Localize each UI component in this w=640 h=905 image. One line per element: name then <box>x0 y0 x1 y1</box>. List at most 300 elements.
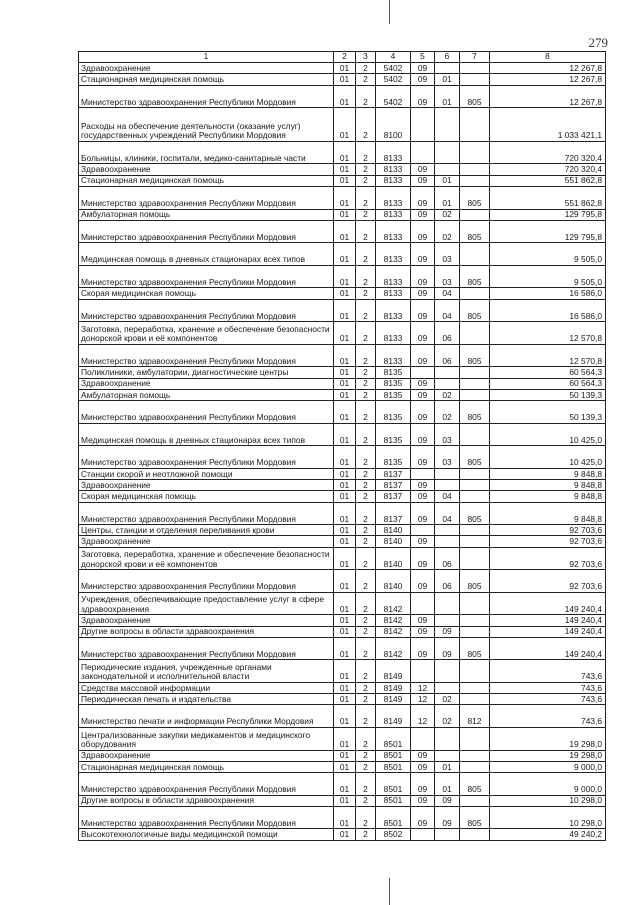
row-code-cell <box>460 175 490 186</box>
row-name-cell: Здравоохранение <box>79 63 334 74</box>
row-code-cell <box>460 423 490 446</box>
row-name-cell: Министерство печати и информации Республики Мордовия <box>79 705 334 728</box>
row-amount-cell: 49 240,2 <box>490 829 606 840</box>
row-code-cell <box>460 829 490 840</box>
row-code-cell: 2 <box>356 615 376 626</box>
row-code-cell: 01 <box>334 243 356 266</box>
row-amount-cell: 743,6 <box>490 682 606 693</box>
table-row <box>79 806 606 829</box>
row-amount-cell: 19 298,0 <box>490 727 606 750</box>
row-code-cell <box>435 682 460 693</box>
row-code-cell: 01 <box>334 806 356 829</box>
row-code-cell: 8501 <box>376 795 411 806</box>
row-code-cell: 09 <box>411 299 435 322</box>
row-name-cell: Министерство здравоохранения Республики Мордовия <box>79 220 334 243</box>
table-row <box>79 536 606 547</box>
row-code-cell: 01 <box>334 209 356 220</box>
row-code-cell <box>460 480 490 491</box>
table-row <box>79 773 606 796</box>
row-code-cell: 2 <box>356 491 376 502</box>
row-amount-cell: 551 862,8 <box>490 186 606 209</box>
row-amount-cell: 149 240,4 <box>490 615 606 626</box>
row-code-cell: 02 <box>435 209 460 220</box>
row-code-cell: 04 <box>435 288 460 299</box>
row-code-cell <box>460 322 490 345</box>
row-name-cell: Медицинская помощь в дневных стационарах всех типов <box>79 423 334 446</box>
row-code-cell <box>460 626 490 637</box>
row-code-cell: 09 <box>411 615 435 626</box>
row-code-cell: 01 <box>334 389 356 400</box>
row-amount-cell: 12 267,8 <box>490 85 606 108</box>
row-code-cell: 01 <box>334 480 356 491</box>
row-code-cell: 01 <box>435 85 460 108</box>
row-code-cell: 5402 <box>376 74 411 85</box>
row-code-cell <box>435 536 460 547</box>
row-code-cell: 2 <box>356 761 376 772</box>
table-row <box>79 243 606 266</box>
row-code-cell <box>460 660 490 683</box>
row-code-cell: 09 <box>435 626 460 637</box>
table-row <box>79 220 606 243</box>
row-amount-cell: 9 000,0 <box>490 761 606 772</box>
row-code-cell: 2 <box>356 85 376 108</box>
row-code-cell: 09 <box>411 547 435 570</box>
row-amount-cell: 10 298,0 <box>490 795 606 806</box>
row-code-cell: 09 <box>411 401 435 424</box>
row-code-cell <box>435 727 460 750</box>
row-code-cell <box>435 480 460 491</box>
scan-mark-bottom <box>389 878 390 905</box>
row-code-cell: 01 <box>334 220 356 243</box>
row-code-cell: 04 <box>435 491 460 502</box>
row-code-cell: 8133 <box>376 220 411 243</box>
table-row <box>79 480 606 491</box>
row-code-cell: 09 <box>411 220 435 243</box>
row-code-cell: 805 <box>460 299 490 322</box>
row-name-cell: Министерство здравоохранения Республики Мордовия <box>79 344 334 367</box>
table-row <box>79 175 606 186</box>
row-code-cell: 06 <box>435 344 460 367</box>
row-name-cell: Другие вопросы в области здравоохранения <box>79 795 334 806</box>
row-amount-cell: 50 139,3 <box>490 389 606 400</box>
row-amount-cell: 743,6 <box>490 705 606 728</box>
row-name-cell: Централизованные закупки медикаментов и медицинского оборудования <box>79 727 334 750</box>
row-name-cell: Амбулаторная помощь <box>79 389 334 400</box>
row-code-cell: 09 <box>411 74 435 85</box>
page-number: 279 <box>588 35 608 50</box>
row-name-cell: Больницы, клиники, госпитали, медико-санитарные части <box>79 141 334 164</box>
row-name-cell: Периодическая печать и издательства <box>79 694 334 705</box>
row-code-cell: 12 <box>411 705 435 728</box>
row-code-cell: 2 <box>356 806 376 829</box>
row-code-cell: 09 <box>411 186 435 209</box>
row-code-cell: 8142 <box>376 592 411 615</box>
column-header: 1 <box>79 52 334 63</box>
row-code-cell: 09 <box>411 502 435 525</box>
row-code-cell <box>460 389 490 400</box>
table-row <box>79 299 606 322</box>
table-row <box>79 626 606 637</box>
row-code-cell: 2 <box>356 322 376 345</box>
row-code-cell: 01 <box>334 829 356 840</box>
row-code-cell: 8137 <box>376 502 411 525</box>
row-code-cell: 09 <box>411 389 435 400</box>
table-row <box>79 141 606 164</box>
row-code-cell: 09 <box>435 795 460 806</box>
column-header: 5 <box>411 52 435 63</box>
row-code-cell: 805 <box>460 265 490 288</box>
table-row <box>79 265 606 288</box>
row-code-cell: 09 <box>411 209 435 220</box>
row-name-cell: Медицинская помощь в дневных стационарах всех типов <box>79 243 334 266</box>
row-code-cell: 12 <box>411 682 435 693</box>
table-row <box>79 750 606 761</box>
row-amount-cell: 10 298,0 <box>490 806 606 829</box>
row-code-cell: 09 <box>435 806 460 829</box>
row-amount-cell: 92 703,6 <box>490 570 606 593</box>
table-row <box>79 186 606 209</box>
row-code-cell <box>460 63 490 74</box>
row-code-cell: 09 <box>411 536 435 547</box>
row-code-cell: 01 <box>334 108 356 142</box>
row-code-cell: 01 <box>334 265 356 288</box>
row-code-cell: 01 <box>435 773 460 796</box>
row-code-cell: 01 <box>334 423 356 446</box>
row-code-cell: 01 <box>334 637 356 660</box>
row-code-cell: 01 <box>334 795 356 806</box>
row-amount-cell: 60 564,3 <box>490 378 606 389</box>
row-name-cell: Здравоохранение <box>79 536 334 547</box>
row-code-cell: 01 <box>334 615 356 626</box>
row-code-cell: 2 <box>356 536 376 547</box>
row-code-cell <box>460 243 490 266</box>
row-code-cell: 01 <box>334 175 356 186</box>
row-code-cell <box>435 63 460 74</box>
row-code-cell: 2 <box>356 186 376 209</box>
row-amount-cell: 9 848,8 <box>490 491 606 502</box>
row-code-cell: 805 <box>460 446 490 469</box>
row-amount-cell: 9 505,0 <box>490 243 606 266</box>
row-amount-cell: 92 703,6 <box>490 536 606 547</box>
row-code-cell: 04 <box>435 502 460 525</box>
row-code-cell <box>411 141 435 164</box>
row-amount-cell: 720 320,4 <box>490 164 606 175</box>
row-code-cell: 01 <box>334 74 356 85</box>
row-code-cell: 2 <box>356 468 376 479</box>
row-code-cell: 02 <box>435 694 460 705</box>
table-row <box>79 761 606 772</box>
row-code-cell: 2 <box>356 829 376 840</box>
row-code-cell <box>435 367 460 378</box>
row-name-cell: Министерство здравоохранения Республики Мордовия <box>79 502 334 525</box>
row-amount-cell: 129 795,8 <box>490 220 606 243</box>
row-code-cell: 09 <box>411 175 435 186</box>
row-code-cell <box>460 209 490 220</box>
row-code-cell: 805 <box>460 570 490 593</box>
row-code-cell: 8137 <box>376 468 411 479</box>
row-code-cell: 2 <box>356 288 376 299</box>
row-code-cell <box>411 108 435 142</box>
table-row <box>79 547 606 570</box>
row-code-cell: 2 <box>356 727 376 750</box>
row-code-cell: 8133 <box>376 175 411 186</box>
row-code-cell: 2 <box>356 378 376 389</box>
row-code-cell: 2 <box>356 220 376 243</box>
row-code-cell: 09 <box>411 773 435 796</box>
row-code-cell: 01 <box>334 141 356 164</box>
table-row <box>79 344 606 367</box>
table-row <box>79 615 606 626</box>
row-code-cell <box>460 795 490 806</box>
table-row <box>79 288 606 299</box>
row-code-cell <box>460 141 490 164</box>
row-name-cell: Центры, станции и отделения переливания крови <box>79 525 334 536</box>
table-row <box>79 401 606 424</box>
table-row <box>79 322 606 345</box>
row-code-cell: 09 <box>411 322 435 345</box>
row-code-cell: 09 <box>411 344 435 367</box>
row-code-cell: 03 <box>435 243 460 266</box>
row-code-cell: 09 <box>411 761 435 772</box>
row-code-cell: 8133 <box>376 288 411 299</box>
row-code-cell: 8501 <box>376 773 411 796</box>
row-name-cell: Поликлиники, амбулатории, диагностические центры <box>79 367 334 378</box>
row-code-cell: 2 <box>356 209 376 220</box>
row-code-cell: 09 <box>411 570 435 593</box>
row-code-cell: 01 <box>435 761 460 772</box>
row-code-cell: 01 <box>334 570 356 593</box>
row-code-cell: 8100 <box>376 108 411 142</box>
row-code-cell: 8133 <box>376 141 411 164</box>
row-code-cell <box>460 367 490 378</box>
row-code-cell: 01 <box>334 344 356 367</box>
row-code-cell: 8502 <box>376 829 411 840</box>
row-code-cell: 01 <box>334 705 356 728</box>
table-row <box>79 446 606 469</box>
column-header: 6 <box>435 52 460 63</box>
table-row <box>79 491 606 502</box>
table-row <box>79 682 606 693</box>
table-row <box>79 637 606 660</box>
row-code-cell: 805 <box>460 502 490 525</box>
row-code-cell: 01 <box>334 491 356 502</box>
row-name-cell: Министерство здравоохранения Республики Мордовия <box>79 85 334 108</box>
row-code-cell: 2 <box>356 570 376 593</box>
row-code-cell: 8501 <box>376 806 411 829</box>
row-code-cell: 2 <box>356 63 376 74</box>
row-amount-cell: 12 267,8 <box>490 63 606 74</box>
table-header-row <box>79 52 606 63</box>
row-code-cell: 2 <box>356 502 376 525</box>
scan-mark-top <box>389 0 390 24</box>
row-code-cell: 2 <box>356 694 376 705</box>
column-header: 4 <box>376 52 411 63</box>
row-code-cell: 805 <box>460 401 490 424</box>
row-code-cell: 09 <box>411 423 435 446</box>
row-code-cell <box>435 164 460 175</box>
row-code-cell: 01 <box>334 401 356 424</box>
row-code-cell: 2 <box>356 423 376 446</box>
row-code-cell: 8133 <box>376 243 411 266</box>
row-code-cell: 8501 <box>376 727 411 750</box>
row-code-cell <box>411 660 435 683</box>
row-code-cell <box>435 525 460 536</box>
row-code-cell: 8135 <box>376 423 411 446</box>
row-code-cell: 2 <box>356 299 376 322</box>
row-code-cell: 01 <box>334 682 356 693</box>
row-code-cell: 01 <box>334 367 356 378</box>
row-name-cell: Министерство здравоохранения Республики Мордовия <box>79 186 334 209</box>
row-code-cell: 01 <box>435 74 460 85</box>
row-code-cell: 01 <box>334 63 356 74</box>
row-code-cell: 09 <box>411 378 435 389</box>
row-code-cell: 09 <box>411 795 435 806</box>
row-code-cell: 8133 <box>376 209 411 220</box>
row-amount-cell: 60 564,3 <box>490 367 606 378</box>
row-code-cell <box>460 727 490 750</box>
table-row <box>79 378 606 389</box>
row-code-cell: 03 <box>435 423 460 446</box>
row-code-cell: 01 <box>334 502 356 525</box>
row-code-cell: 09 <box>411 164 435 175</box>
table-row <box>79 74 606 85</box>
row-amount-cell: 16 586,0 <box>490 288 606 299</box>
row-code-cell: 02 <box>435 705 460 728</box>
row-code-cell <box>435 108 460 142</box>
row-code-cell <box>411 468 435 479</box>
table-row <box>79 502 606 525</box>
row-amount-cell: 19 298,0 <box>490 750 606 761</box>
row-amount-cell: 743,6 <box>490 660 606 683</box>
row-code-cell: 09 <box>411 637 435 660</box>
row-code-cell <box>435 615 460 626</box>
row-code-cell: 2 <box>356 480 376 491</box>
row-code-cell: 09 <box>411 265 435 288</box>
row-code-cell: 2 <box>356 446 376 469</box>
row-code-cell: 09 <box>411 85 435 108</box>
table-row <box>79 468 606 479</box>
table-row <box>79 705 606 728</box>
row-amount-cell: 92 703,6 <box>490 547 606 570</box>
table-row <box>79 829 606 840</box>
row-amount-cell: 10 425,0 <box>490 423 606 446</box>
row-code-cell: 09 <box>411 63 435 74</box>
row-name-cell: Министерство здравоохранения Республики Мордовия <box>79 299 334 322</box>
row-code-cell: 2 <box>356 637 376 660</box>
row-code-cell: 2 <box>356 175 376 186</box>
row-amount-cell: 129 795,8 <box>490 209 606 220</box>
row-code-cell: 8133 <box>376 186 411 209</box>
row-code-cell: 04 <box>435 299 460 322</box>
row-code-cell: 2 <box>356 141 376 164</box>
row-code-cell <box>460 547 490 570</box>
row-code-cell: 8140 <box>376 525 411 536</box>
row-code-cell: 8140 <box>376 536 411 547</box>
row-code-cell: 01 <box>334 694 356 705</box>
row-code-cell: 2 <box>356 367 376 378</box>
row-code-cell <box>460 750 490 761</box>
row-code-cell <box>460 536 490 547</box>
row-amount-cell: 720 320,4 <box>490 141 606 164</box>
row-code-cell: 09 <box>411 480 435 491</box>
row-name-cell: Расходы на обеспечение деятельности (оказание услуг) государственных учреждений Республики Мордовия <box>79 108 334 142</box>
row-code-cell: 09 <box>411 491 435 502</box>
row-code-cell <box>435 378 460 389</box>
row-amount-cell: 12 570,8 <box>490 344 606 367</box>
row-amount-cell: 9 505,0 <box>490 265 606 288</box>
row-code-cell: 2 <box>356 164 376 175</box>
row-code-cell: 8133 <box>376 344 411 367</box>
row-code-cell: 03 <box>435 265 460 288</box>
row-code-cell: 01 <box>435 186 460 209</box>
row-code-cell <box>435 750 460 761</box>
row-code-cell: 01 <box>334 547 356 570</box>
row-code-cell: 2 <box>356 243 376 266</box>
row-code-cell <box>460 525 490 536</box>
row-code-cell: 01 <box>334 761 356 772</box>
row-code-cell: 5402 <box>376 63 411 74</box>
row-code-cell: 812 <box>460 705 490 728</box>
table-row <box>79 108 606 142</box>
column-header: 7 <box>460 52 490 63</box>
table-row <box>79 795 606 806</box>
row-code-cell: 09 <box>411 243 435 266</box>
row-code-cell: 8149 <box>376 660 411 683</box>
row-code-cell: 01 <box>334 85 356 108</box>
row-code-cell <box>435 829 460 840</box>
row-code-cell: 805 <box>460 344 490 367</box>
row-code-cell: 8133 <box>376 265 411 288</box>
row-amount-cell: 9 848,8 <box>490 502 606 525</box>
row-code-cell: 01 <box>334 727 356 750</box>
row-code-cell: 2 <box>356 626 376 637</box>
table-row <box>79 660 606 683</box>
table-row <box>79 694 606 705</box>
row-code-cell: 01 <box>334 536 356 547</box>
row-name-cell: Заготовка, переработка, хранение и обеспечение безопасности донорской крови и её компонентов <box>79 322 334 345</box>
row-code-cell: 2 <box>356 705 376 728</box>
row-code-cell: 8142 <box>376 615 411 626</box>
row-code-cell: 01 <box>334 288 356 299</box>
row-code-cell: 8140 <box>376 570 411 593</box>
table-row <box>79 592 606 615</box>
row-code-cell <box>460 378 490 389</box>
row-name-cell: Министерство здравоохранения Республики Мордовия <box>79 570 334 593</box>
row-name-cell: Министерство здравоохранения Республики Мордовия <box>79 806 334 829</box>
table-row <box>79 570 606 593</box>
table-row <box>79 389 606 400</box>
row-code-cell: 01 <box>334 660 356 683</box>
row-code-cell <box>435 468 460 479</box>
row-code-cell <box>460 164 490 175</box>
row-name-cell: Министерство здравоохранения Республики Мордовия <box>79 637 334 660</box>
row-code-cell <box>460 74 490 85</box>
row-name-cell: Учреждения, обеспечивающие предоставление услуг в сфере здравоохранения <box>79 592 334 615</box>
row-amount-cell: 1 033 421,1 <box>490 108 606 142</box>
row-code-cell: 8133 <box>376 299 411 322</box>
row-code-cell: 01 <box>334 446 356 469</box>
row-code-cell: 2 <box>356 750 376 761</box>
budget-table <box>78 51 606 841</box>
row-code-cell <box>460 761 490 772</box>
row-code-cell: 2 <box>356 525 376 536</box>
row-code-cell: 2 <box>356 547 376 570</box>
row-name-cell: Другие вопросы в области здравоохранения <box>79 626 334 637</box>
row-code-cell <box>460 615 490 626</box>
row-code-cell <box>460 491 490 502</box>
row-name-cell: Здравоохранение <box>79 164 334 175</box>
row-code-cell: 09 <box>411 806 435 829</box>
